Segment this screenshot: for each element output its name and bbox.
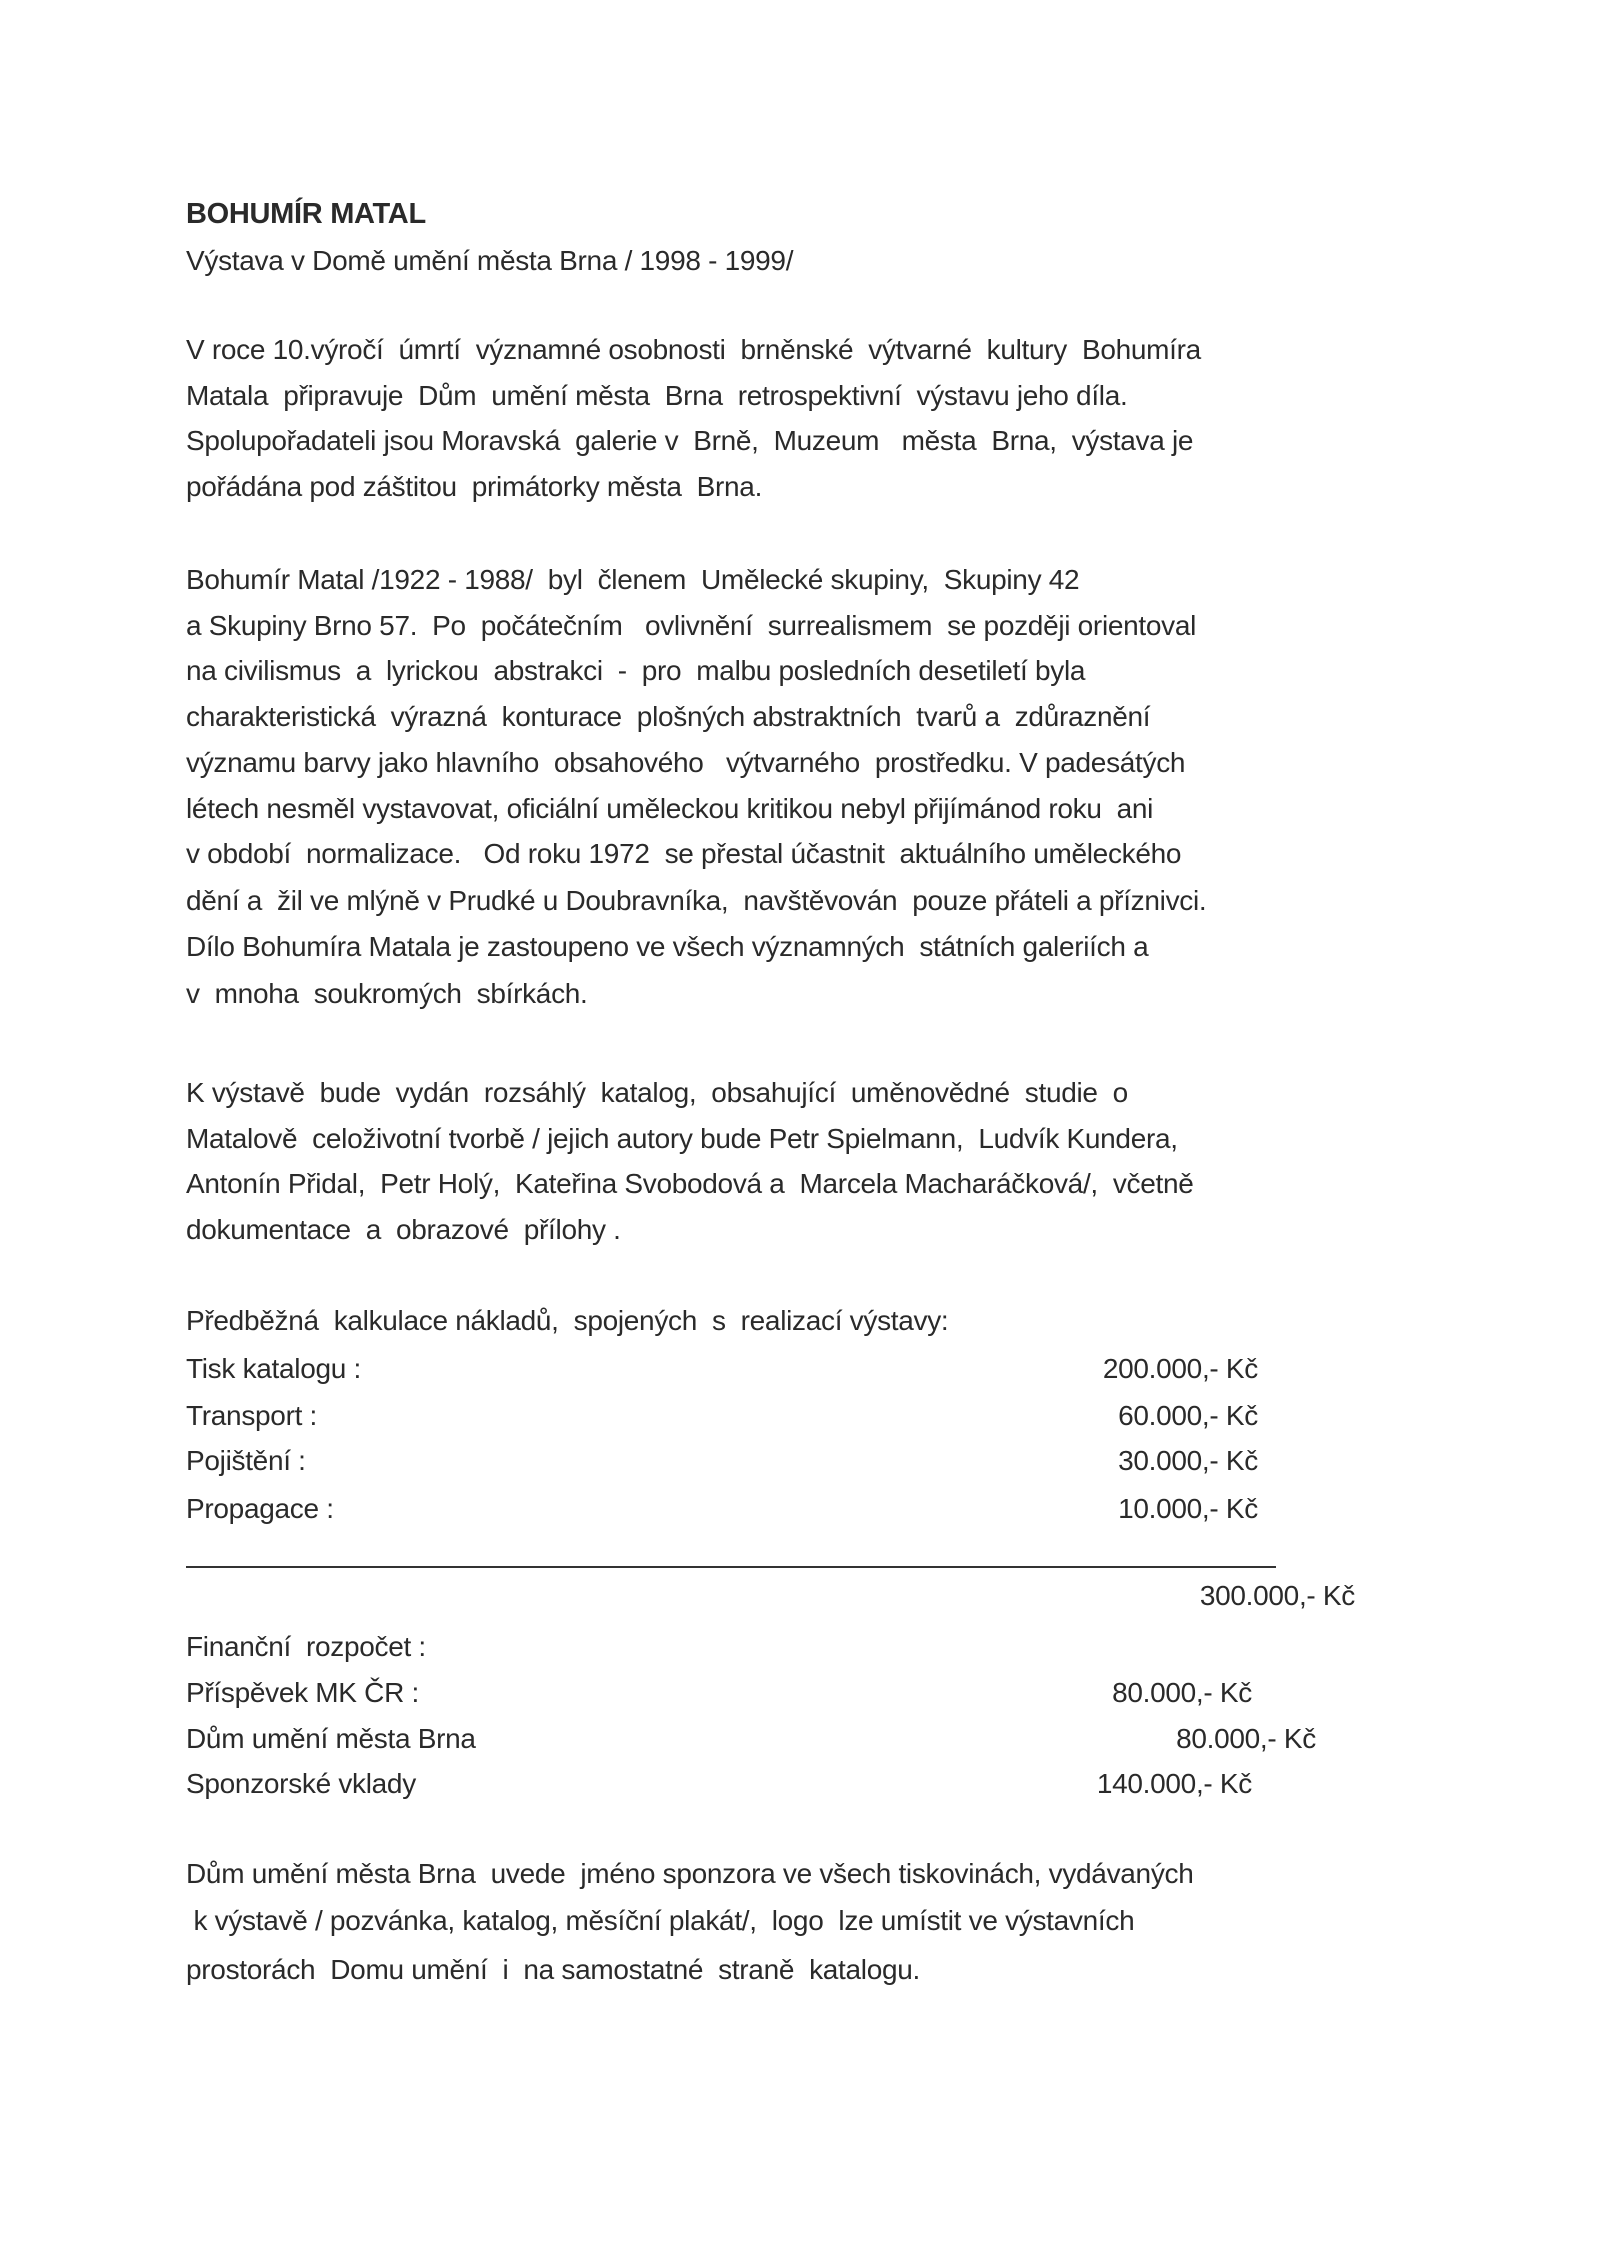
text-line: k výstavě / pozvánka, katalog, měsíční plakát/, logo lze umístit ve výstavních — [186, 1905, 1135, 1936]
text-line: v mnoha soukromých sbírkách. — [186, 978, 588, 1009]
text-line: Dům umění města Brna uvede jméno sponzora ve všech tiskovinách, vydávaných — [186, 1858, 1194, 1889]
budget-label: Dům umění města Brna — [186, 1723, 476, 1754]
text-line: Matalově celoživotní tvorbě / jejich autory bude Petr Spielmann, Ludvík Kundera, — [186, 1123, 1178, 1154]
text-line: Spolupořadateli jsou Moravská galerie v Brně, Muzeum města Brna, výstava je — [186, 425, 1194, 456]
text-line: létech nesměl vystavovat, oficiální uměleckou kritikou nebyl přijímánod roku ani — [186, 793, 1154, 824]
text-line: V roce 10.výročí úmrtí významné osobnosti brněnské výtvarné kultury Bohumíra — [186, 334, 1201, 365]
budget-value: 80.000,- Kč — [1176, 1723, 1316, 1754]
text-line: K výstavě bude vydán rozsáhlý katalog, obsahující uměnovědné studie o — [186, 1077, 1128, 1108]
text-line: Dílo Bohumíra Matala je zastoupeno ve všech významných státních galeriích a — [186, 931, 1149, 962]
budget-label: Příspěvek MK ČR : — [186, 1677, 419, 1708]
text-line: charakteristická výrazná konturace plošných abstraktních tvarů a zdůraznění — [186, 701, 1151, 732]
cost-value: 30.000,- Kč — [1118, 1445, 1258, 1476]
text-line: Matala připravuje Dům umění města Brna retrospektivní výstavu jeho díla. — [186, 380, 1128, 411]
text-line: v období normalizace. Od roku 1972 se přestal účastnit aktuálního uměleckého — [186, 838, 1182, 869]
budget-value: 140.000,- Kč — [1096, 1768, 1252, 1799]
costs-heading: Předběžná kalkulace nákladů, spojených s realizací výstavy: — [186, 1305, 949, 1336]
cost-label: Transport : — [186, 1400, 318, 1431]
text-line: významu barvy jako hlavního obsahového výtvarného prostředku. V padesátých — [186, 747, 1186, 778]
cost-value: 10.000,- Kč — [1118, 1493, 1258, 1524]
text-line: dění a žil ve mlýně v Prudké u Doubravníka, navštěvován pouze přáteli a příznivci. — [186, 885, 1207, 916]
cost-value: 60.000,- Kč — [1118, 1400, 1258, 1431]
document-title: BOHUMÍR MATAL — [186, 198, 426, 230]
cost-value: 200.000,- Kč — [1102, 1353, 1258, 1384]
budget-heading: Finanční rozpočet : — [186, 1631, 426, 1662]
cost-label: Pojištění : — [186, 1445, 306, 1476]
budget-value: 80.000,- Kč — [1112, 1677, 1252, 1708]
document-subtitle: Výstava v Domě umění města Brna / 1998 - 1999/ — [186, 245, 794, 276]
text-line: dokumentace a obrazové přílohy . — [186, 1214, 621, 1245]
cost-total: 300.000,- Kč — [1199, 1580, 1355, 1611]
budget-label: Sponzorské vklady — [186, 1768, 416, 1799]
text-line: prostorách Domu umění i na samostatné straně katalogu. — [186, 1954, 921, 1985]
cost-label: Propagace : — [186, 1493, 334, 1524]
text-line: Antonín Přidal, Petr Holý, Kateřina Svobodová a Marcela Macharáčková/, včetně — [186, 1168, 1194, 1199]
text-line: Bohumír Matal /1922 - 1988/ byl členem Umělecké skupiny, Skupiny 42 — [186, 564, 1080, 595]
text-line: na civilismus a lyrickou abstrakci - pro malbu posledních desetiletí byla — [186, 655, 1086, 686]
text-line: a Skupiny Brno 57. Po počátečním ovlivnění surrealismem se později orientoval — [186, 610, 1197, 641]
text-line: pořádána pod záštitou primátorky města Brna. — [186, 471, 763, 502]
sum-divider — [186, 1566, 1276, 1568]
cost-label: Tisk katalogu : — [186, 1353, 361, 1384]
